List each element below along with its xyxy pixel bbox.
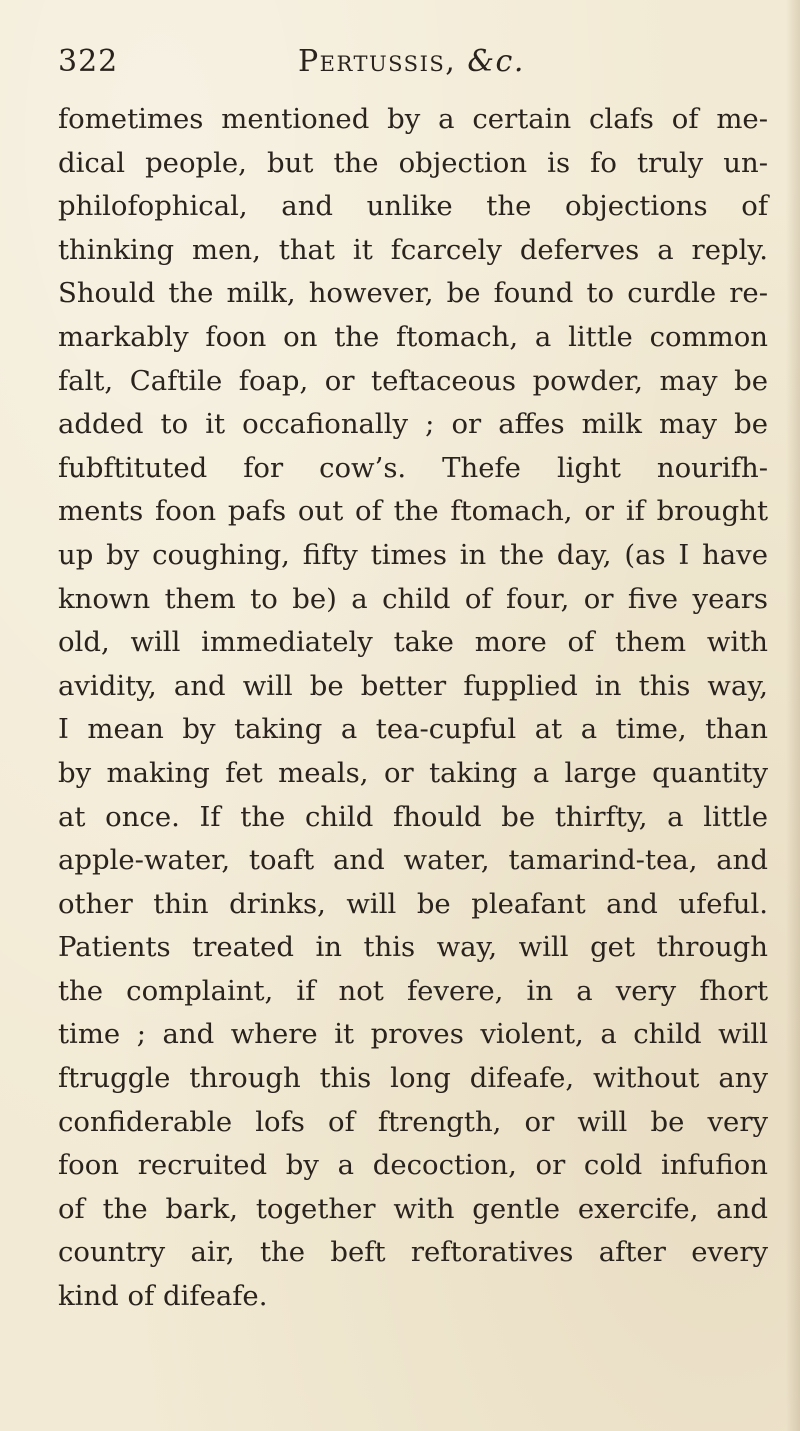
- page-edge-shadow: [786, 0, 800, 1431]
- text-line: Should the milk, however, be found to curdle re-: [58, 277, 768, 310]
- text-line: confiderable lofs of ftrength, or will be very: [58, 1105, 768, 1138]
- text-line: ftruggle through this long difeafe, without any: [58, 1062, 768, 1095]
- page-number: 322: [58, 44, 119, 79]
- body-text: [58, 98, 768, 1319]
- text-line: fometimes mentioned by a certain clafs of me-: [58, 103, 768, 135]
- text-line: known them to be) a child of four, or five years: [58, 582, 768, 615]
- text-line: other thin drinks, will be pleafant and ufeful.: [58, 887, 768, 920]
- text-line: the complaint, if not fevere, in a very fhort: [58, 974, 768, 1007]
- text-line: markably foon on the ftomach, a little common: [58, 320, 768, 353]
- running-head-etc: &c.: [467, 44, 525, 79]
- running-head: [298, 44, 525, 79]
- text-line: Patients treated in this way, will get through: [58, 931, 768, 964]
- text-line: avidity, and will be better fupplied in this way,: [58, 669, 768, 702]
- text-line: added to it occafionally ; or affes milk may be: [58, 408, 768, 441]
- text-line: old, will immediately take more of them with: [58, 626, 768, 659]
- text-line: fubftituted for cow’s. Thefe light nourifh-: [58, 451, 768, 484]
- text-line: time ; and where it proves violent, a child will: [58, 1018, 768, 1051]
- text-line: apple-water, toaft and water, tamarind-tea, and: [58, 844, 768, 877]
- text-line: thinking men, that it fcarcely deferves a reply.: [58, 233, 768, 266]
- text-line: kind of difeafe.: [58, 1280, 268, 1313]
- text-line: by making fet meals, or taking a large quantity: [58, 756, 768, 789]
- text-line: at once. If the child fhould be thirfty, a little: [58, 800, 768, 833]
- text-line: philofophical, and unlike the objections of: [58, 190, 768, 223]
- text-line: foon recruited by a decoction, or cold infufion: [58, 1149, 768, 1182]
- text-line: I mean by taking a tea-cupful at a time, than: [58, 713, 768, 746]
- text-line: ments foon pafs out of the ftomach, or if brought: [58, 495, 768, 528]
- page-header: [58, 38, 758, 98]
- text-line: of the bark, together with gentle exercife, and: [58, 1192, 768, 1225]
- text-line: up by coughing, fifty times in the day, (as I have: [58, 538, 768, 571]
- text-line: dical people, but the objection is fo truly un-: [58, 146, 768, 179]
- text-line: falt, Caftile foap, or teftaceous powder, may be: [58, 364, 768, 397]
- text-line: country air, the beft reftoratives after every: [58, 1236, 768, 1269]
- running-head-title: Pertussis,: [298, 44, 457, 79]
